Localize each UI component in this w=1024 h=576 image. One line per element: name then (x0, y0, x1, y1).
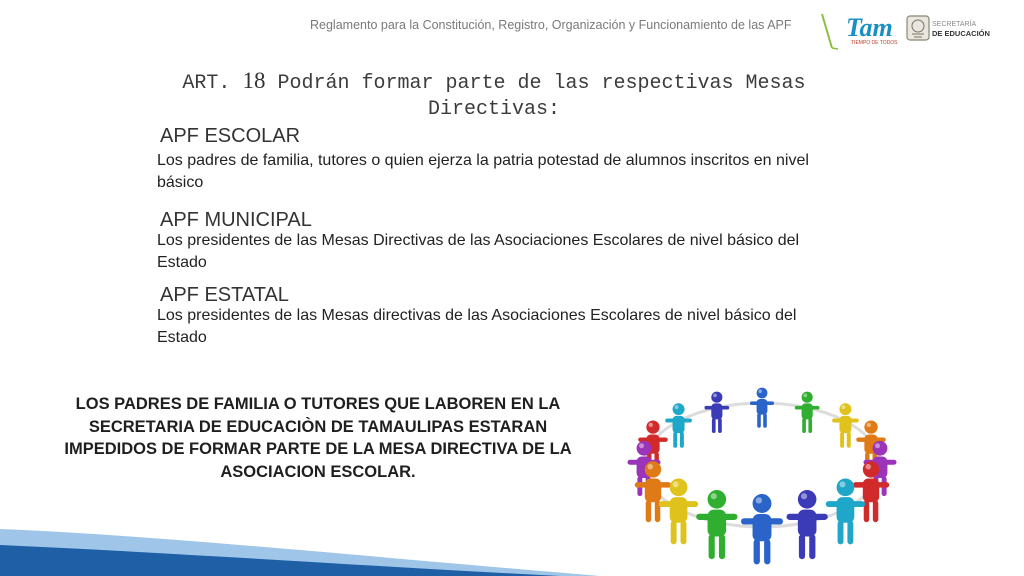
secretaria-top-text: SECRETARÍA (932, 21, 977, 28)
person-figure (741, 494, 783, 564)
article-line1: Podrán formar parte de las respectivas Mesas (277, 72, 806, 95)
section-title-escolar: APF ESCOLAR (160, 125, 301, 147)
svg-text:TIEMPO DE TODOS: TIEMPO DE TODOS (851, 40, 898, 46)
warning-notice: LOS PADRES DE FAMILIA O TUTORES QUE LABOREN EN LA SECRETARIA DE EDUCACIÒN DE TAMAULIPAS ESTARAN IMPEDIDOS DE FORMAR PARTE DE LA MESA DIRECTIVA DE LA ASOCIACION ESCOLAR. (64, 395, 572, 481)
article-line2: Directivas: (427, 98, 561, 121)
divider-slash-icon (818, 12, 840, 52)
decorative-wave (0, 505, 600, 576)
person-figure (705, 392, 730, 433)
state-seal-icon (905, 14, 931, 42)
article-number: 18 (242, 68, 266, 93)
section-title-municipal: APF MUNICIPAL (160, 209, 312, 231)
article-prefix: ART. (182, 72, 231, 95)
person-figure (826, 478, 865, 544)
section-body-municipal: Los presidentes de las Mesas Directivas de las Asociaciones Escolares de nivel básico del Estado (157, 232, 800, 271)
person-figure (750, 388, 774, 428)
people-circle-illustration (612, 378, 912, 576)
section-title-estatal: APF ESTATAL (160, 284, 289, 306)
person-figure (659, 478, 698, 544)
header-title: Reglamento para la Constitución, Registro, Organización y Funcionamiento de las APF (310, 18, 792, 32)
svg-text:Tam: Tam (846, 13, 893, 42)
tam-logo (845, 12, 905, 46)
section-body-estatal: Los presidentes de las Mesas directivas de las Asociaciones Escolares de nivel básico del Estado (157, 307, 797, 346)
secretaria-bottom-text: DE EDUCACIÓN (932, 29, 990, 38)
section-body-escolar: Los padres de familia, tutores o quien ejerza la patria potestad de alumnos inscritos en nivel básico (157, 152, 809, 191)
person-figure (795, 392, 820, 433)
article-heading (160, 68, 828, 123)
secretaria-logo (932, 20, 990, 38)
